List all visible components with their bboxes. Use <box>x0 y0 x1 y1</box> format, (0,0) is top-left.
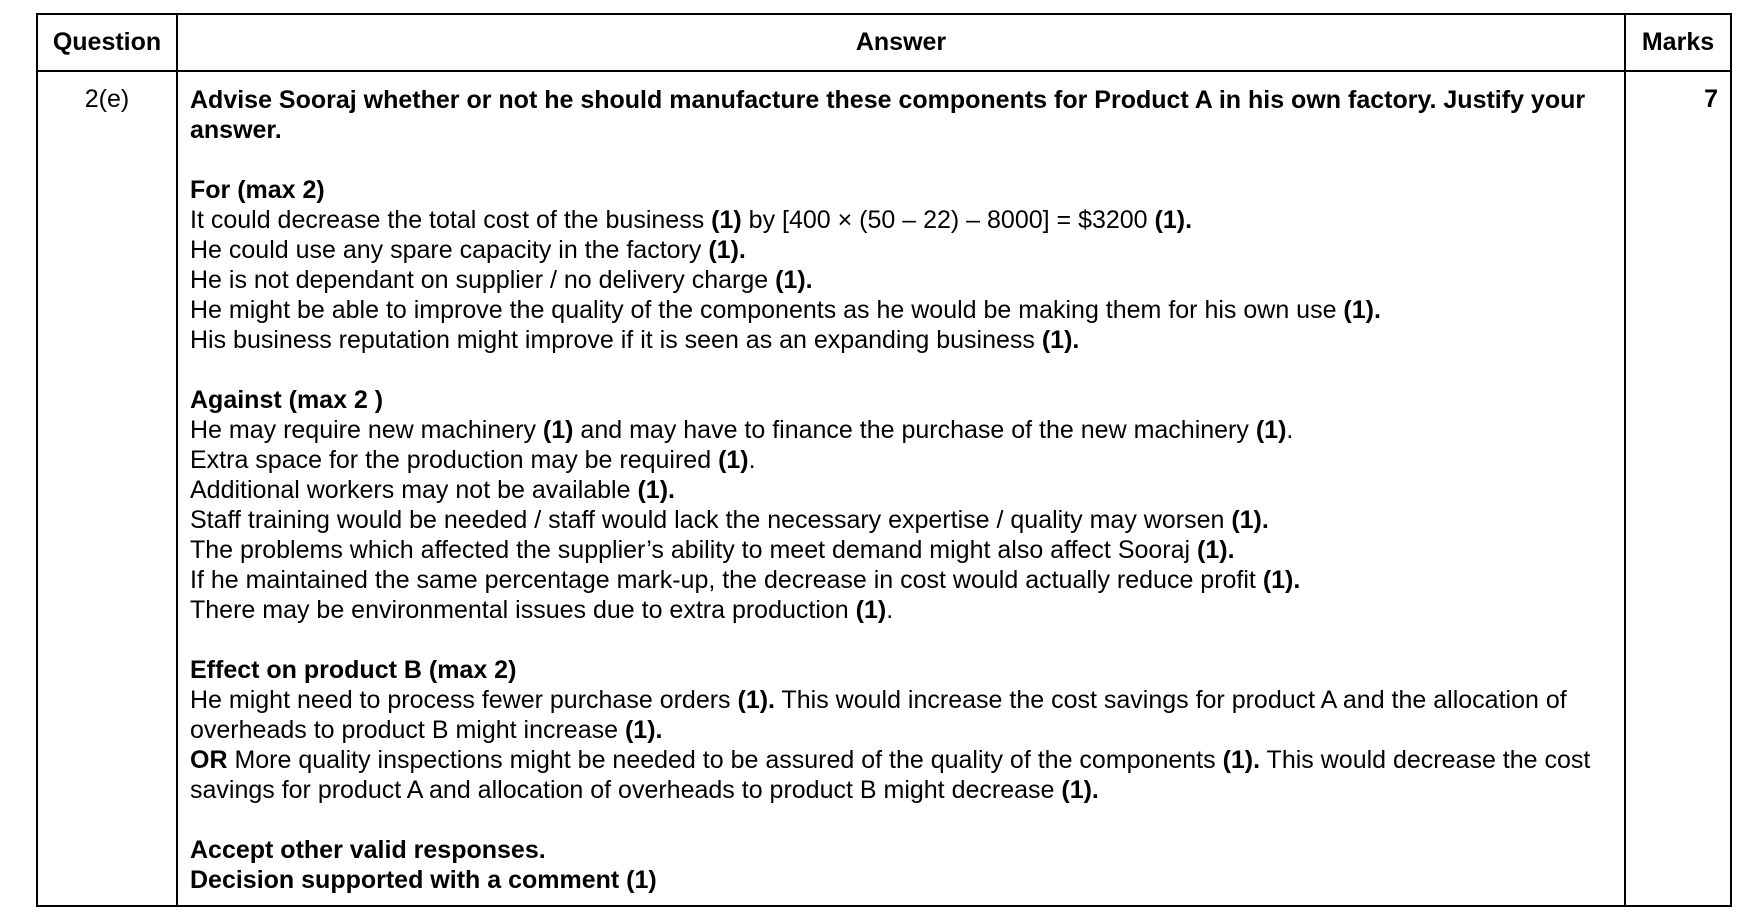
list-item: He could use any spare capacity in the factory (1). <box>190 236 746 264</box>
list-item: If he maintained the same percentage mark-up, the decrease in cost would actually reduce profit (1). <box>190 566 1301 594</box>
list-item: The problems which affected the supplier’s ability to meet demand might also affect Sooraj (1). <box>190 536 1235 564</box>
closing-note-2: Decision supported with a comment (1) <box>190 866 657 894</box>
for-heading: For (max 2) <box>190 176 325 204</box>
mark-scheme-table <box>36 13 1732 907</box>
against-heading: Against (max 2 ) <box>190 386 384 414</box>
question-column-header: Question <box>37 14 177 71</box>
list-item: He is not dependant on supplier / no delivery charge (1). <box>190 266 813 294</box>
effect-paragraph-1: He might need to process fewer purchase orders (1). This would increase the cost savings for product A and the allocation of overheads to product B might increase (1). <box>190 686 1567 744</box>
table-row <box>37 71 1731 906</box>
marks-value: 7 <box>1625 71 1731 906</box>
list-item: He may require new machinery (1) and may have to finance the purchase of the new machinery (1). <box>190 416 1294 444</box>
answer-column-header: Answer <box>177 14 1625 71</box>
effect-paragraph-2: OR More quality inspections might be needed to be assured of the quality of the components (1). This would decrease the cost savings for product A and allocation of overheads to product B might decrease (1). <box>190 746 1591 804</box>
list-item: He might be able to improve the quality of the components as he would be making them for his own use (1). <box>190 296 1381 324</box>
effect-heading: Effect on product B (max 2) <box>190 656 517 684</box>
list-item: Extra space for the production may be required (1). <box>190 446 756 474</box>
marks-column-header: Marks <box>1625 14 1731 71</box>
list-item: It could decrease the total cost of the business (1) by [400 × (50 – 22) – 8000] = $3200 (1). <box>190 206 1193 234</box>
list-item: His business reputation might improve if it is seen as an expanding business (1). <box>190 326 1080 354</box>
list-item: Additional workers may not be available (1). <box>190 476 675 504</box>
answer-cell <box>177 71 1625 906</box>
table-header-row <box>37 14 1731 71</box>
list-item: Staff training would be needed / staff would lack the necessary expertise / quality may worsen (1). <box>190 506 1269 534</box>
question-prompt: Advise Sooraj whether or not he should manufacture these components for Product A in his own factory. Justify your answer. <box>190 86 1586 144</box>
closing-note-1: Accept other valid responses. <box>190 836 546 864</box>
list-item: There may be environmental issues due to extra production (1). <box>190 596 894 624</box>
question-number: 2(e) <box>37 71 177 906</box>
